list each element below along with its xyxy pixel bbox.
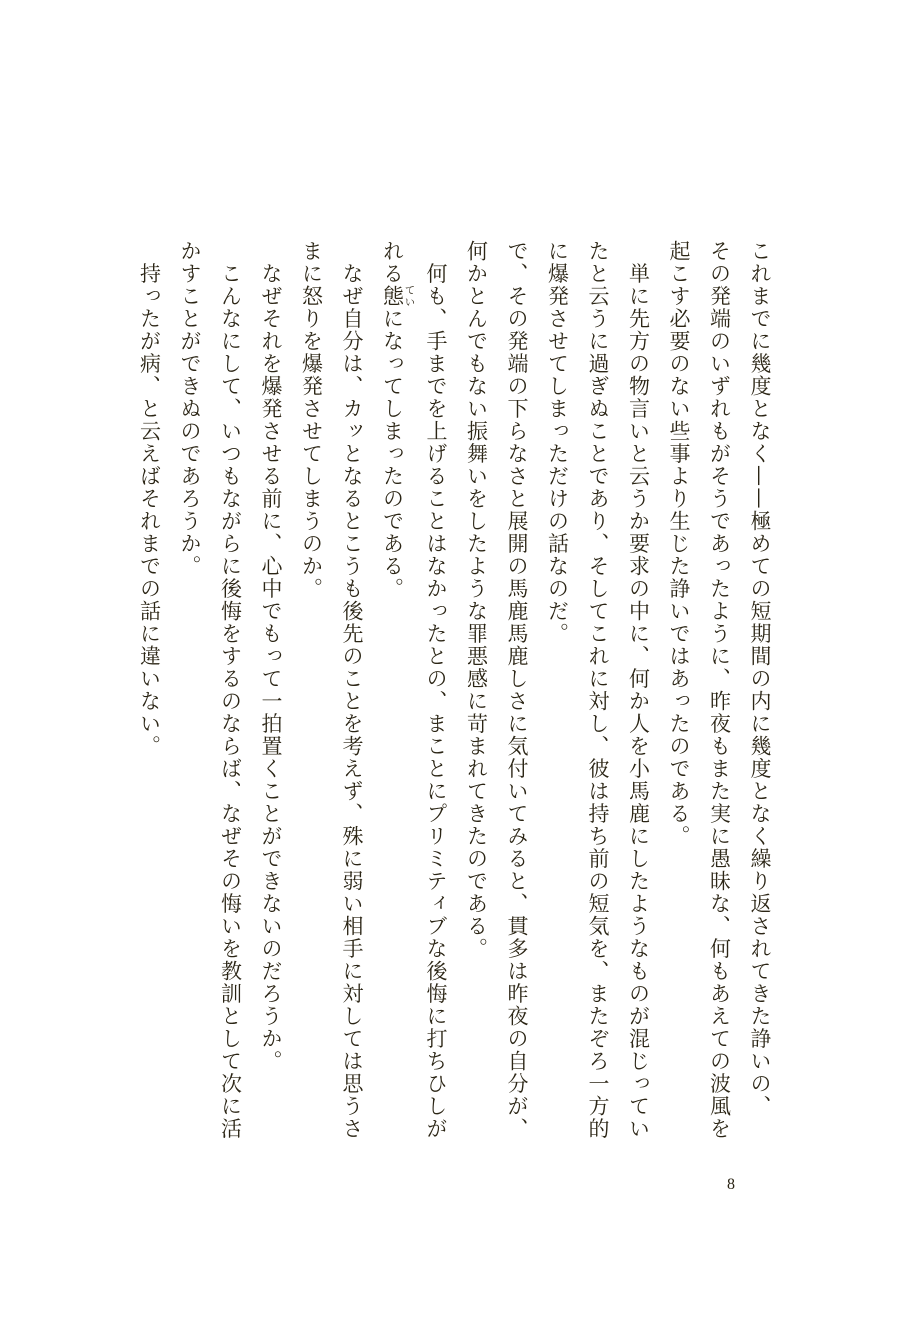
text-line: なぜ自分は、カッとなるとこうも後先のことを考えず、殊に弱い相手に対しては思うさ [340, 240, 364, 1140]
text-line: に爆発させてしまっただけの話なのだ。 [545, 240, 570, 645]
text-line: まに怒りを爆発させてしまうのか。 [299, 240, 324, 600]
text-line: で、その発端の下らなさと展開の馬鹿馬鹿しさに気付いてみると、貫多は昨夜の自分が、 [505, 240, 529, 1140]
text-line: こんなにして、いつもながらに後悔をするのならば、なぜその悔いを教訓として次に活 [218, 240, 243, 1140]
vertical-text-body [129, 240, 780, 1160]
ruby-reading: てい [403, 284, 416, 309]
ruby-line-rest: になってしまったのである。 [380, 307, 405, 600]
text-line: 起こす必要のない些事より生じた諍いではあったのである。 [667, 240, 691, 848]
text-line: 持ったが病、と云えばそれまでの話に違いない。 [137, 240, 162, 758]
text-line: かすことができぬのであろうか。 [178, 240, 202, 578]
text-line: その発端のいずれもがそうであったように、昨夜もまた実に愚昧な、何もあえての波風を [707, 240, 732, 1140]
text-line: 何も、手までを上げることはなかったとの、まことにプリミティブな後悔に打ちひしが [424, 240, 448, 1140]
text-line: なぜそれを爆発させる前に、心中でもって一拍置くことができないのだろうか。 [259, 240, 283, 1073]
ruby-base: 態 [380, 284, 405, 309]
text-line: 単に先方の物言いと云うか要求の中に、何か人を小馬鹿にしたようなものが混じってい [626, 240, 651, 1140]
text-line: たと云うに過ぎぬことであり、そしてこれに対し、彼は持ち前の短気を、またぞろ一方的 [586, 240, 610, 1140]
page-number: 8 [727, 1176, 735, 1193]
text-line-with-ruby: れる態 ていになってしまったのである。 [380, 240, 416, 600]
ruby-word [380, 284, 416, 309]
text-line: 何かとんでもない振舞いをしたような罪悪感に苛まれてきたのである。 [464, 240, 489, 960]
text-line: これまでに幾度となく——極めての短期間の内に幾度となく繰り返されてきた諍いの、 [748, 240, 772, 1118]
